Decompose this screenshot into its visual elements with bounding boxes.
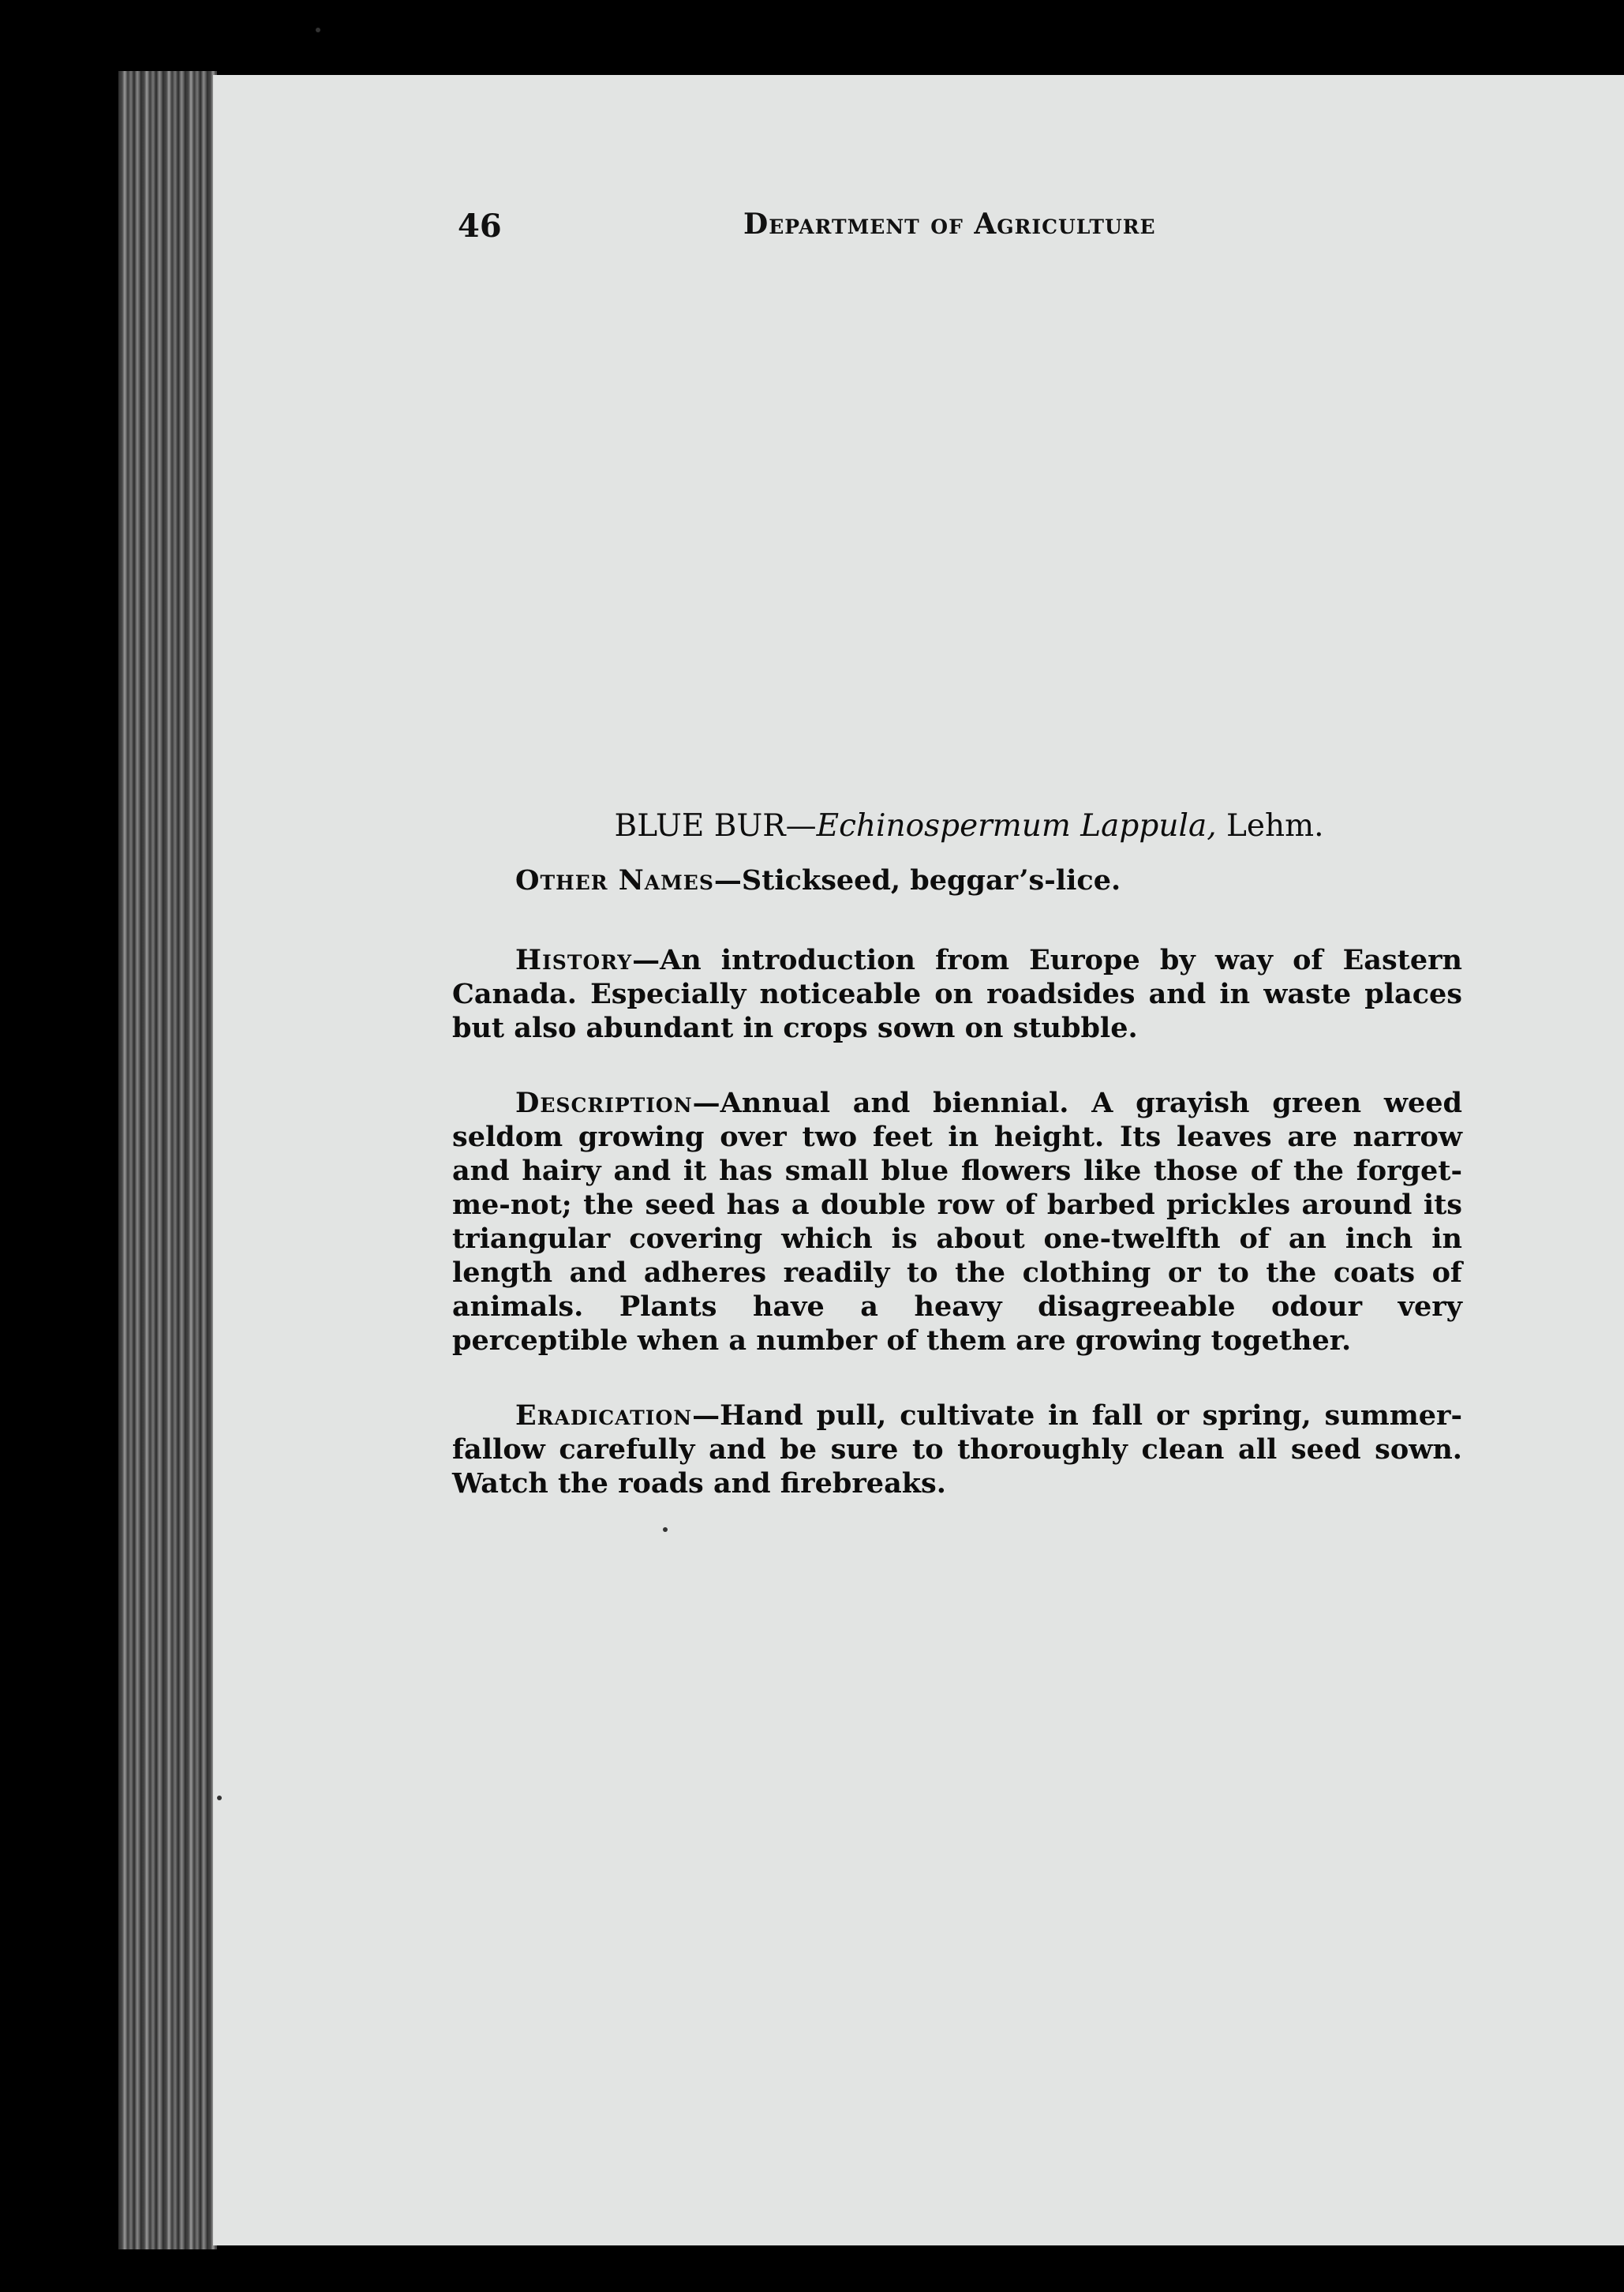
section-label: Description [515, 1087, 693, 1119]
section-label: Other Names [515, 864, 714, 897]
weed-article [452, 809, 1462, 1541]
history-paragraph [452, 943, 1462, 1045]
ink-speck [316, 28, 320, 32]
section-label: Eradication [515, 1399, 693, 1432]
book-page [213, 75, 1624, 2245]
section-text: —An introduction from Europe by way of Eastern Canada. Especially noticeable on roadsides and in waste places but also abundant in crops sown on stubble. [452, 944, 1462, 1044]
authority: Lehm. [1216, 808, 1324, 844]
section-label: History [515, 944, 633, 976]
other-names-paragraph [452, 863, 1462, 897]
scientific-name: Echinospermum Lappula, [816, 808, 1217, 844]
running-title: Department of Agriculture [743, 208, 1156, 241]
page-number: 46 [458, 208, 502, 245]
section-text: —Annual and biennial. A grayish green weed seldom growing over two feet in height. Its leaves are narrow and hairy and it has small blue flowers like those of the forget-me-not; the seed has a double row of barbed prickles around its triangular covering which is about one-twelfth of an inch in length and adheres readily to the clothing or to the coats of animals. Plants have a heavy disagreeable odour very perceptible when a number of them are growing together. [452, 1087, 1462, 1357]
eradication-paragraph [452, 1399, 1462, 1500]
article-heading [452, 809, 1462, 843]
section-text: —Hand pull, cultivate in fall or spring, summer-fallow carefully and be sure to thoroughly clean all seed sown. Watch the roads and firebreaks. [452, 1399, 1462, 1500]
ink-speck [217, 1796, 222, 1800]
section-text: —Stickseed, beggar’s-lice. [713, 864, 1121, 897]
common-name: BLUE BUR— [614, 808, 817, 844]
description-paragraph [452, 1086, 1462, 1358]
book-page-edges [118, 71, 217, 2249]
